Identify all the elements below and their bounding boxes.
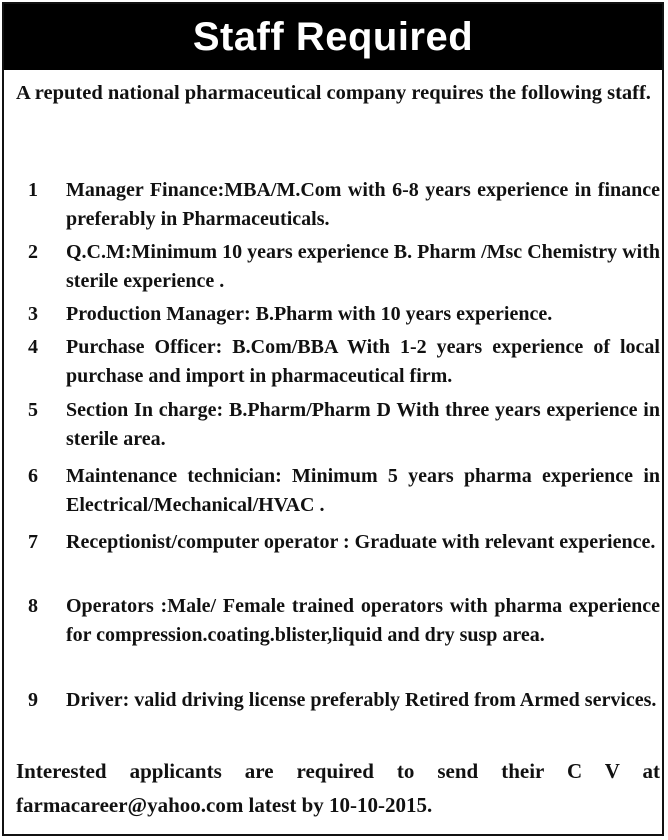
title-bar	[4, 4, 662, 70]
job-description: Maintenance technician: Minimum 5 years pharma experience in Electrical/Mechanical/HVAC .	[66, 465, 660, 516]
job-number: 9	[28, 689, 38, 711]
job-description: Purchase Officer: B.Com/BBA With 1-2 years experience of local purchase and import in pharmaceutical firm.	[66, 336, 660, 387]
job-number: 1	[28, 179, 38, 201]
job-description: Section In charge: B.Pharm/Pharm D With three years experience in sterile area.	[66, 399, 660, 450]
job-number: 4	[28, 336, 38, 358]
job-description: Manager Finance:MBA/M.Com with 6-8 years experience in finance preferably in Pharmaceuticals.	[66, 179, 660, 230]
advertisement-frame	[2, 2, 664, 836]
job-number: 8	[28, 595, 38, 617]
job-number: 6	[28, 465, 38, 487]
job-number: 2	[28, 241, 38, 263]
page-title: Staff Required	[192, 15, 474, 59]
job-description: Operators :Male/ Female trained operators with pharma experience for compression.coating.blister,liquid and dry susp area.	[66, 595, 660, 646]
closing-text: Interested applicants are required to send their C V at farmacareer@yahoo.com latest by 10-10-2015.	[16, 759, 660, 817]
job-description: Driver: valid driving license preferably Retired from Armed services.	[66, 689, 657, 711]
job-description: Receptionist/computer operator : Graduate with relevant experience.	[66, 531, 656, 553]
job-number: 5	[28, 399, 38, 421]
job-description: Production Manager: B.Pharm with 10 years experience.	[66, 303, 553, 325]
job-number: 3	[28, 303, 38, 325]
job-description: Q.C.M:Minimum 10 years experience B. Pharm /Msc Chemistry with sterile experience .	[66, 241, 660, 292]
job-number: 7	[28, 531, 38, 553]
intro-text: A reputed national pharmaceutical company requires the following staff.	[16, 82, 651, 104]
